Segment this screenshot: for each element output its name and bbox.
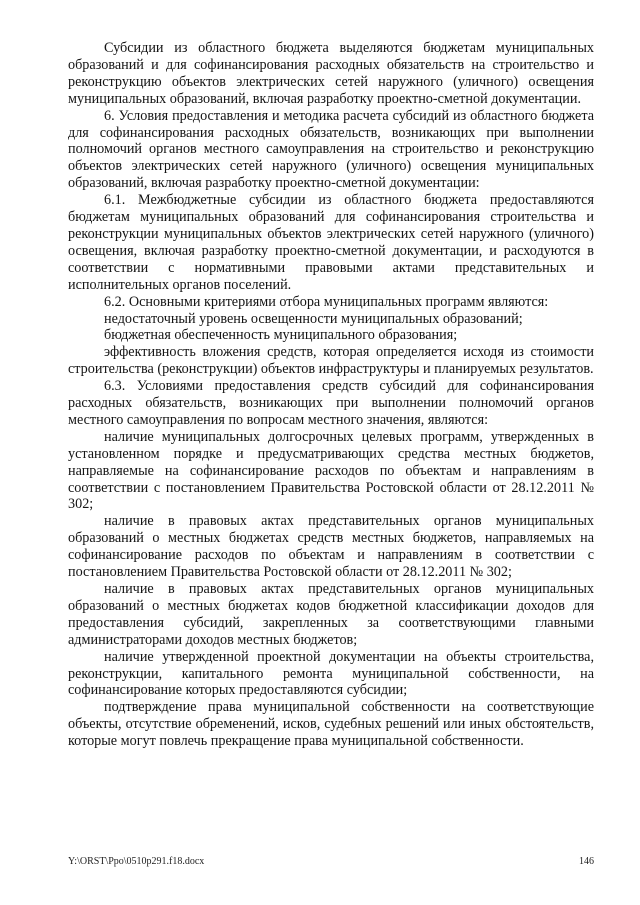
- paragraph-condition-programs: наличие муниципальных долгосрочных целевых программ, утвержденных в установленном порядке и предусматривающих средства местных бюджетов, направляемые на софинансирование расходов по объектам и направлениям в соответствии с постановлением Правительства Ростовской области от 28.12.2011 № 302;: [68, 428, 594, 513]
- paragraph-criterion-efficiency: эффективность вложения средств, которая определяется исходя из стоимости строительства (реконструкции) объектов инфраструктуры и планируемых результатов.: [68, 344, 594, 378]
- paragraph-section-6-1: 6.1. Межбюджетные субсидии из областного бюджета предоставляются бюджетам муниципальных образований для софинансирования строительства и реконструкции муниципальных объектов электрических сетей наружного (уличного) освещения, включая разработку проектно-сметной документации, и расходуются в соответствии с нормативными правовыми актами представительных и исполнительных органов поселений.: [68, 192, 594, 293]
- paragraph-condition-ownership: подтверждение права муниципальной собственности на соответствующие объекты, отсутствие обременений, исков, судебных решений или иных обстоятельств, которые могут повлечь прекращение права муниципальной собственности.: [68, 699, 594, 750]
- paragraph-criterion-budget: бюджетная обеспеченность муниципального образования;: [104, 327, 458, 344]
- paragraph-condition-budget-funds: наличие в правовых актах представительных органов муниципальных образований о местных бюджетах средств местных бюджетов, направляемых на софинансирование расходов по объектам и направлениям в соответствии с постановлением Правительства Ростовской области от 28.12.2011 № 302;: [68, 513, 594, 581]
- footer-file-path: Y:\ORST\Ppo\0510p291.f18.docx: [68, 856, 205, 867]
- paragraph-section-6-2: 6.2. Основными критериями отбора муниципальных программ являются:: [104, 293, 549, 310]
- paragraph-condition-project-docs: наличие утвержденной проектной документации на объекты строительства, реконструкции, капитального ремонта муниципальной собственности, на софинансирование которых предоставляются субсидии;: [68, 648, 594, 699]
- paragraph-subsidies-intro: Субсидии из областного бюджета выделяются бюджетам муниципальных образований и для софинансирования расходных обязательств на строительство и реконструкцию объектов электрических сетей наружного (уличного) освещения муниципальных образований, включая разработку проектно-сметной документации.: [68, 40, 594, 107]
- document-body: [68, 40, 594, 750]
- paragraph-condition-budget-codes: наличие в правовых актах представительных органов муниципальных образований о местных бюджетах кодов бюджетной классификации доходов для предоставления субсидий, закрепленных за соответствующими главными администраторами доходов местных бюджетов;: [68, 581, 594, 648]
- paragraph-criterion-lighting: недостаточный уровень освещенности муниципальных образований;: [104, 310, 523, 327]
- paragraph-section-6-3: 6.3. Условиями предоставления средств субсидий для софинансирования расходных обязательств, возникающих при выполнении полномочий органов местного самоуправления по вопросам местного значения, являются:: [68, 378, 594, 428]
- paragraph-section-6: 6. Условия предоставления и методика расчета субсидий из областного бюджета для софинансирования расходных обязательств, возникающих при выполнении полномочий органов местного самоуправления на строительство и реконструкцию объектов электрических сетей наружного (уличного) освещения муниципальных образований, включая разработку проектно-сметной документации:: [68, 107, 594, 192]
- footer-page-number: 146: [579, 856, 594, 867]
